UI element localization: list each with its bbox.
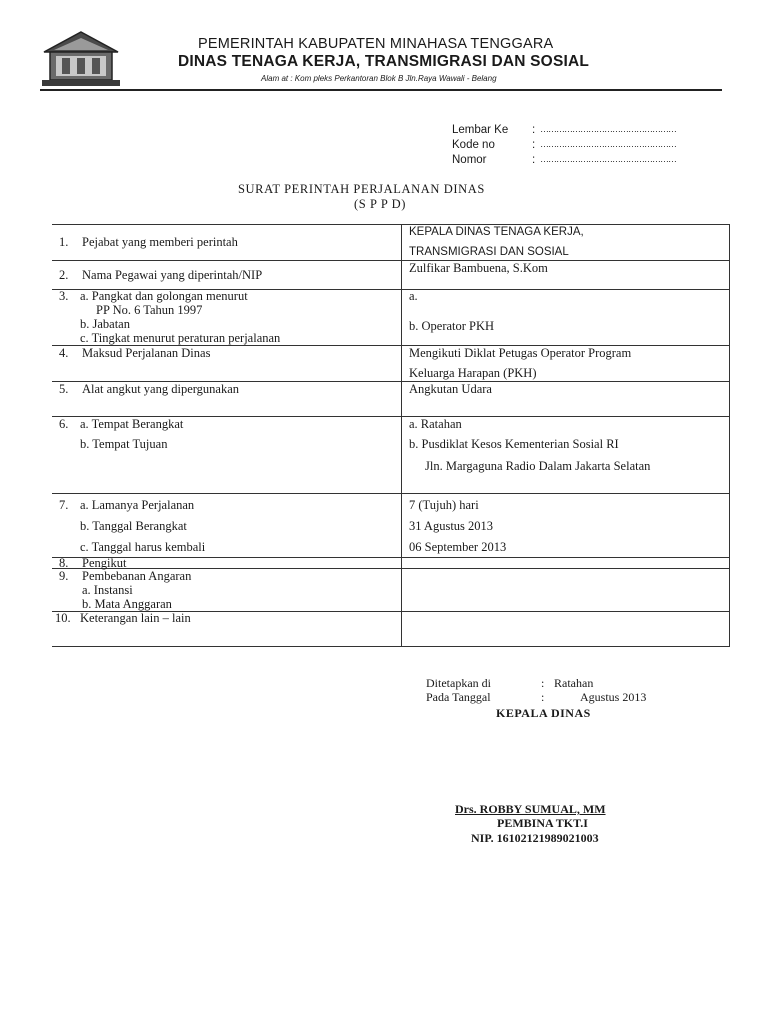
- meta-separator: :: [532, 154, 536, 166]
- row-label: c. Tingkat menurut peraturan perjalanan: [80, 331, 281, 345]
- row-value: a.: [409, 289, 418, 303]
- row-label: b. Jabatan: [80, 317, 130, 331]
- row-value: Zulfikar Bambuena, S.Kom: [409, 261, 548, 275]
- row-label: Nama Pegawai yang diperintah/NIP: [82, 268, 263, 282]
- issued-date-label: Pada Tanggal: [426, 690, 491, 704]
- row-label: a. Instansi: [82, 583, 133, 597]
- header-address: Alam at : Kom pleks Perkantoran Blok B Jln.Raya Wawali - Belang: [261, 74, 497, 83]
- signatory-name: Drs. ROBBY SUMUAL, MM: [455, 802, 606, 816]
- row-number: 8.: [59, 556, 69, 570]
- row-number: 4.: [59, 346, 69, 360]
- header-department-name: DINAS TENAGA KERJA, TRANSMIGRASI DAN SOSIAL: [178, 53, 590, 70]
- row-label: Keterangan lain – lain: [80, 611, 191, 625]
- row-label: c. Tanggal harus kembali: [80, 540, 206, 554]
- row-value: Jln. Margaguna Radio Dalam Jakarta Selatan: [425, 459, 651, 473]
- table-border-bottom: [52, 646, 730, 647]
- row-number: 9.: [59, 569, 69, 583]
- row-value: b. Operator PKH: [409, 319, 495, 333]
- row-value: 31 Agustus 2013: [409, 519, 494, 533]
- row-label: Maksud Perjalanan Dinas: [82, 346, 211, 360]
- table-row-divider: [52, 557, 730, 558]
- row-label: b. Tempat Tujuan: [80, 437, 168, 451]
- government-seal-logo: [40, 30, 122, 88]
- row-label: a. Lamanya Perjalanan: [80, 498, 195, 512]
- row-number: 10.: [55, 611, 71, 625]
- row-label: Alat angkut yang dipergunakan: [82, 382, 240, 396]
- row-value: Angkutan Udara: [409, 382, 492, 396]
- row-label: Pejabat yang memberi perintah: [82, 235, 238, 249]
- meta-label: Kode no: [452, 139, 495, 151]
- table-row-divider: [52, 493, 730, 494]
- table-column-divider: [401, 224, 402, 647]
- row-number: 2.: [59, 268, 69, 282]
- row-label: Pembebanan Angaran: [82, 569, 192, 583]
- document-subtitle: (S P P D): [354, 197, 407, 211]
- meta-label: Lembar Ke: [452, 124, 509, 136]
- row-label: PP No. 6 Tahun 1997: [96, 303, 203, 317]
- row-label: a. Pangkat dan golongan menurut: [80, 289, 248, 303]
- row-value: 7 (Tujuh) hari: [409, 498, 479, 512]
- meta-value: ……………………………………………: [540, 154, 676, 164]
- row-value: Mengikuti Diklat Petugas Operator Program: [409, 346, 632, 360]
- issued-place-label: Ditetapkan di: [426, 676, 491, 690]
- row-value: KEPALA DINAS TENAGA KERJA,: [409, 226, 584, 238]
- meta-separator: :: [532, 139, 536, 151]
- row-label: b. Tanggal Berangkat: [80, 519, 187, 533]
- meta-separator: :: [532, 124, 536, 136]
- row-number: 6.: [59, 417, 69, 431]
- row-value: a. Ratahan: [409, 417, 462, 431]
- letterhead-divider: [40, 89, 722, 91]
- issued-date-value: Agustus 2013: [580, 690, 647, 704]
- meta-value: ……………………………………………: [540, 124, 676, 134]
- issued-date-separator: :: [541, 690, 545, 704]
- signatory-position: KEPALA DINAS: [496, 706, 591, 720]
- signatory-rank: PEMBINA TKT.I: [497, 816, 588, 830]
- table-border-top: [52, 224, 730, 225]
- row-value: Keluarga Harapan (PKH): [409, 366, 537, 380]
- meta-label: Nomor: [452, 154, 487, 166]
- row-value: TRANSMIGRASI DAN SOSIAL: [409, 246, 569, 258]
- row-number: 1.: [59, 235, 69, 249]
- row-number: 3.: [59, 289, 69, 303]
- row-label: b. Mata Anggaran: [82, 597, 172, 611]
- row-value: 06 September 2013: [409, 540, 507, 554]
- issued-place-separator: :: [541, 676, 545, 690]
- table-row-divider: [52, 260, 730, 261]
- row-label: a. Tempat Berangkat: [80, 417, 184, 431]
- document-title: SURAT PERINTAH PERJALANAN DINAS: [238, 182, 485, 196]
- row-number: 5.: [59, 382, 69, 396]
- issued-place-value: Ratahan: [554, 676, 594, 690]
- meta-value: ……………………………………………: [540, 139, 676, 149]
- header-government-name: PEMERINTAH KABUPATEN MINAHASA TENGGARA: [198, 36, 554, 52]
- row-number: 7.: [59, 498, 69, 512]
- signatory-nip: NIP. 16102121989021003: [471, 831, 599, 845]
- table-border-right: [729, 224, 730, 647]
- row-label: Pengikut: [82, 556, 127, 570]
- row-value: b. Pusdiklat Kesos Kementerian Sosial RI: [409, 437, 619, 451]
